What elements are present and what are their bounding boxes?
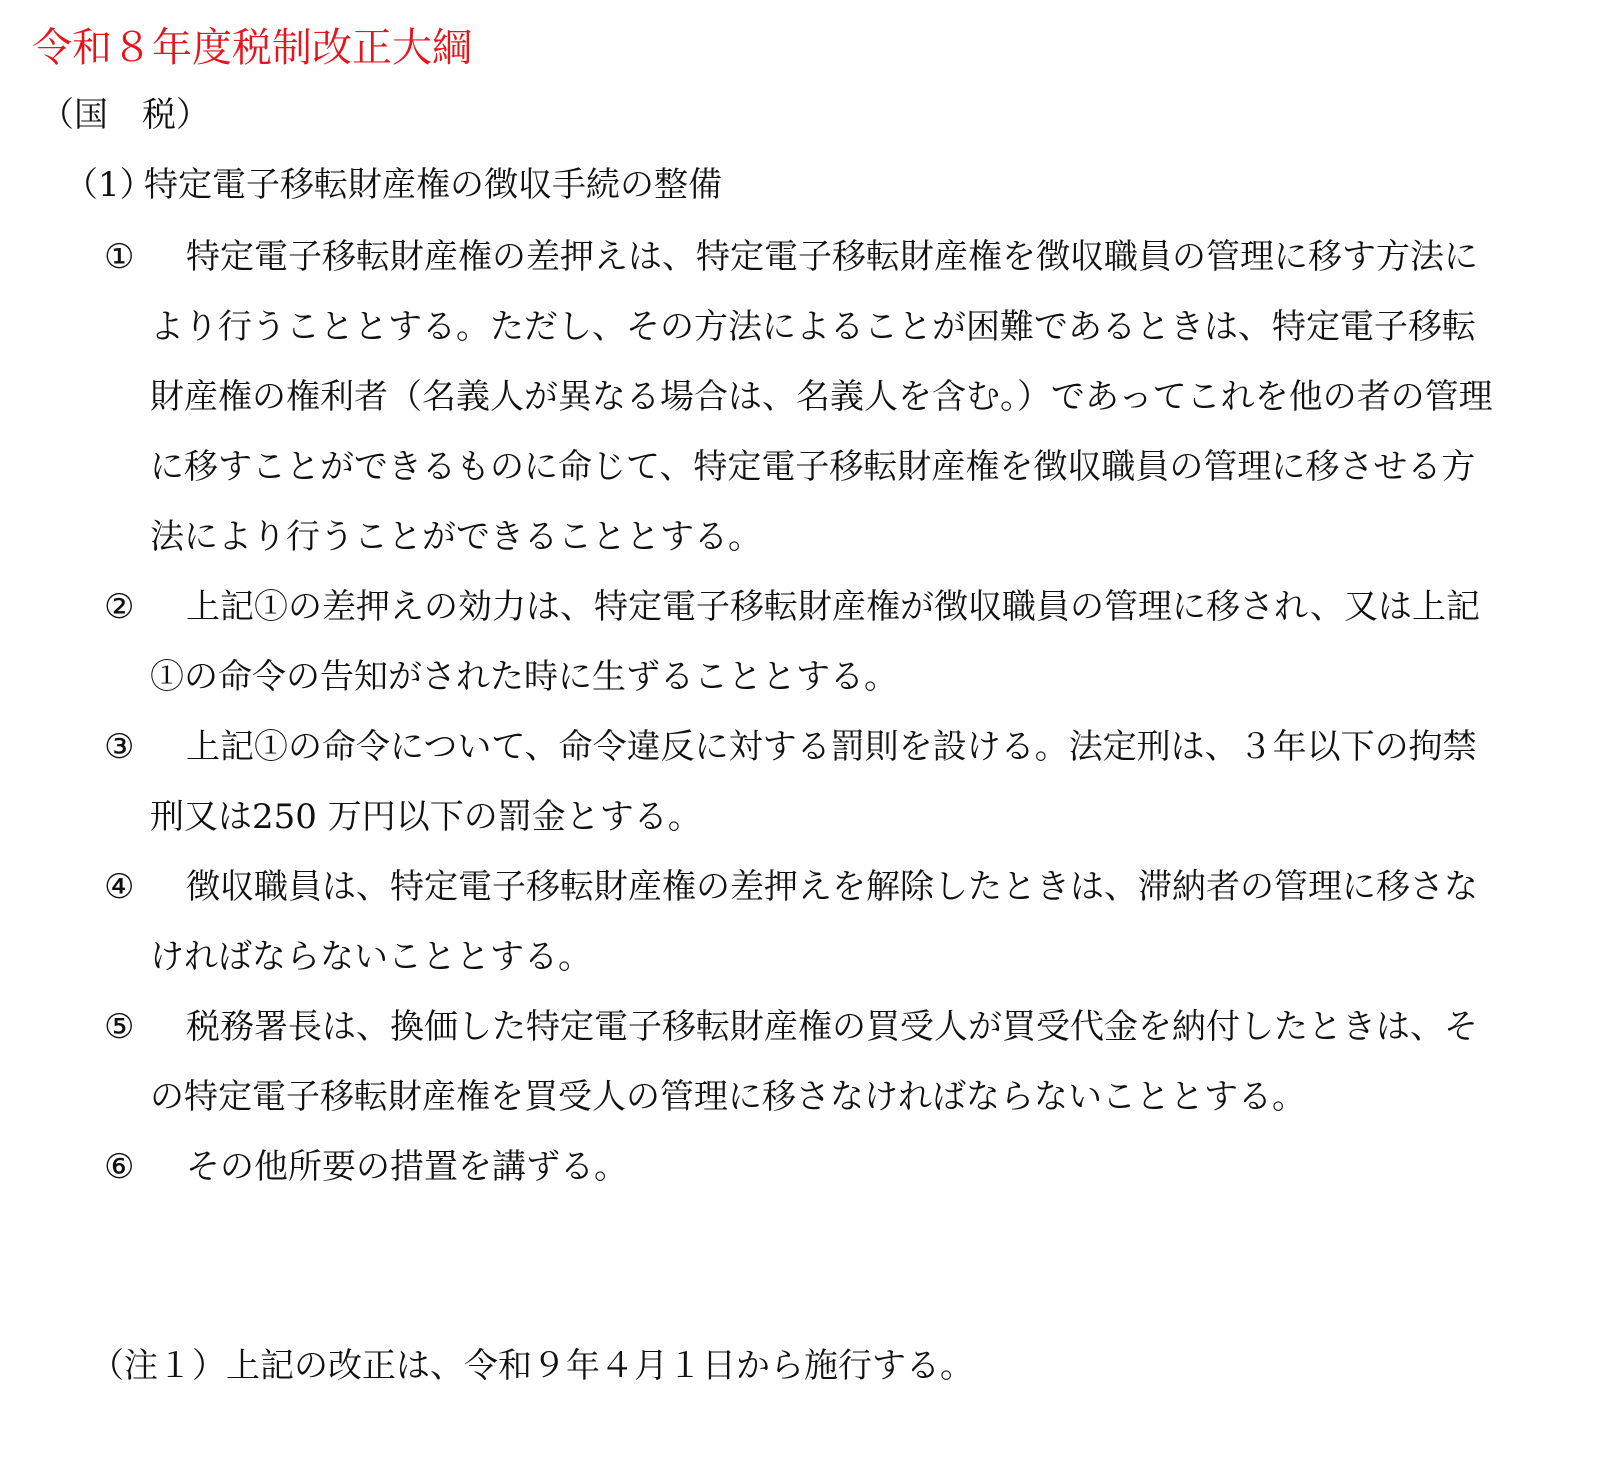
item-marker: ② [104, 587, 135, 627]
item-text: 上記①の差押えの効力は、特定電子移転財産権が徴収職員の管理に移され、又は上記①の命令の告知がされた時に生ずることとする。 [150, 587, 1481, 697]
item-text: 特定電子移転財産権の差押えは、特定電子移転財産権を徴収職員の管理に移す方法により行うこととする。ただし、その方法によることが困難であるときは、特定電子移転財産権の権利者（名義人が異なる場合は、名義人を含む。）であってこれを他の者の管理に移すことができるものに命じて、特定電子移転財産権を徴収職員の管理に移させる方法により行うことができることとする。 [150, 237, 1493, 557]
category-heading: （国 税） [40, 95, 210, 135]
footnote: （注１）上記の改正は、令和９年４月１日から施行する。 [90, 1346, 974, 1386]
section-heading [64, 162, 722, 208]
list-item [104, 852, 1494, 992]
list-item [104, 712, 1494, 852]
page-title: 令和８年度税制改正大綱 [32, 25, 472, 71]
list-item [104, 222, 1494, 572]
item-list [104, 222, 1494, 1202]
item-marker: ⑤ [104, 1007, 135, 1047]
item-marker: ④ [104, 867, 135, 907]
item-text: 徴収職員は、特定電子移転財産権の差押えを解除したときは、滞納者の管理に移さなければならないこととする。 [150, 867, 1478, 977]
item-text: その他所要の措置を講ずる。 [186, 1147, 628, 1187]
item-text: 税務署長は、換価した特定電子移転財産権の買受人が買受代金を納付したときは、その特定電子移転財産権を買受人の管理に移さなければならないこととする。 [150, 1007, 1478, 1117]
section-number: （1） [64, 165, 154, 205]
item-marker: ① [104, 237, 135, 277]
list-item [104, 992, 1494, 1132]
item-text: 上記①の命令について、命令違反に対する罰則を設ける。法定刑は、３年以下の拘禁刑又は250 万円以下の罰金とする。 [150, 727, 1477, 837]
list-item [104, 1132, 1494, 1202]
item-marker: ⑥ [104, 1147, 135, 1187]
section-title: 特定電子移転財産権の徴収手続の整備 [144, 165, 722, 205]
item-marker: ③ [104, 727, 135, 767]
list-item [104, 572, 1494, 712]
